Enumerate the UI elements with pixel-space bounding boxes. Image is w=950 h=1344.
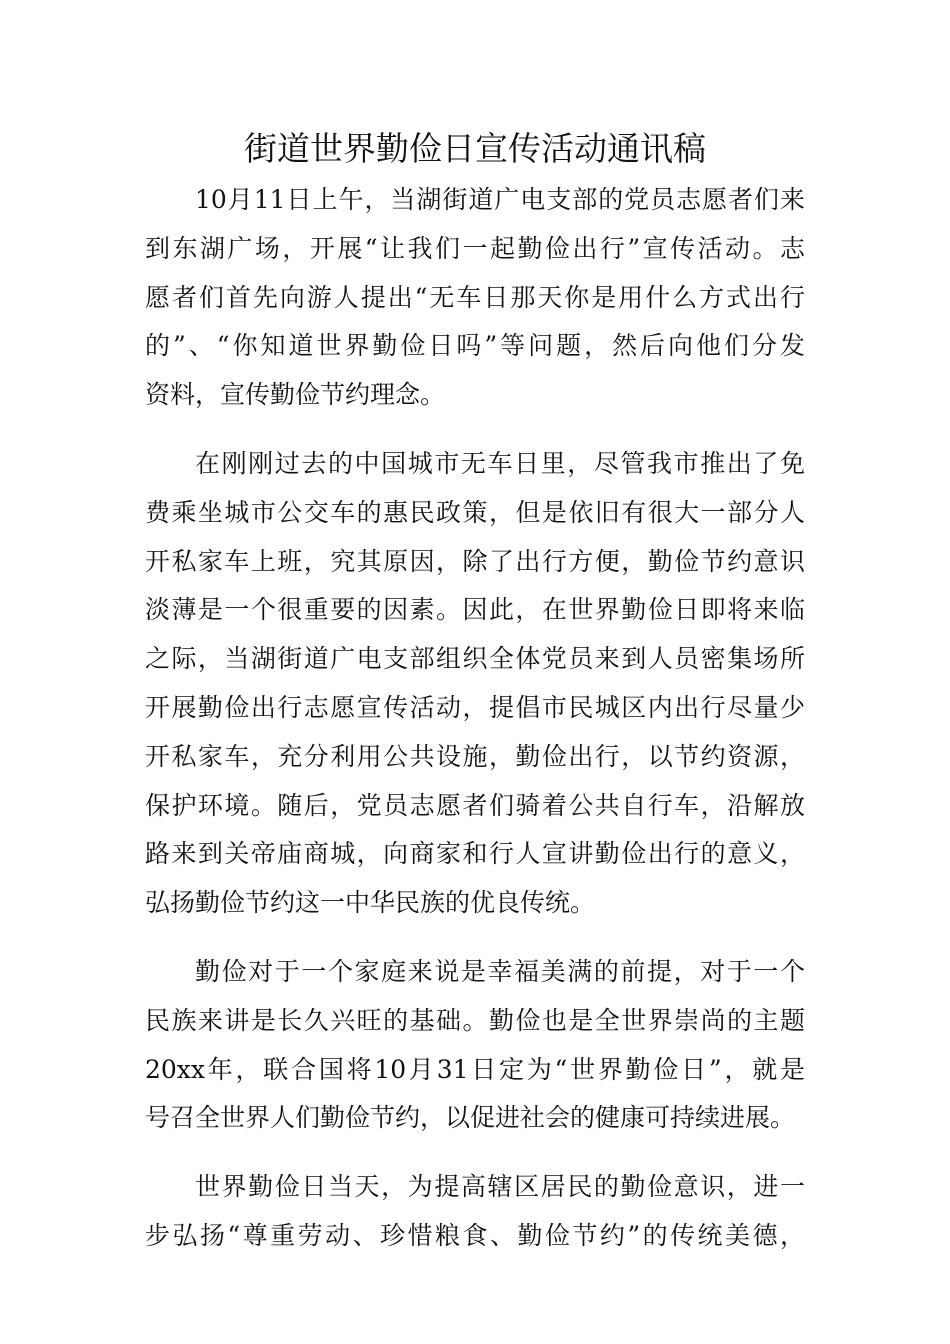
- paragraph-line: 路来到关帝庙商城，向商家和行人宣讲勤俭出行的意义，: [145, 839, 805, 869]
- paragraph-line: 之际，当湖街道广电支部组织全体党员来到人员密集场所: [145, 644, 805, 674]
- paragraph-line: 到东湖广场，开展“让我们一起勤俭出行”宣传活动。志: [145, 233, 805, 263]
- paragraph-line: 弘扬勤俭节约这一中华民族的优良传统。: [145, 888, 596, 918]
- paragraph-1: [145, 176, 805, 420]
- paragraph-line: 开私家车上班，究其原因，除了出行方便，勤俭节约意识: [145, 546, 805, 576]
- document-body: [145, 176, 805, 1261]
- paragraph-line: 淡薄是一个很重要的因素。因此，在世界勤俭日即将来临: [145, 595, 805, 625]
- paragraph-line: 保护环境。随后，党员志愿者们骑着公共自行车，沿解放: [145, 790, 805, 820]
- paragraph-2: [145, 440, 805, 928]
- paragraph-line: 世界勤俭日当天，为提高辖区居民的勤俭意识，进一: [195, 1172, 805, 1202]
- paragraph-line: 开私家车，充分利用公共设施，勤俭出行，以节约资源，: [145, 741, 805, 771]
- paragraph-line: 愿者们首先向游人提出“无车日那天你是用什么方式出行: [145, 282, 805, 312]
- paragraph-line: 10月11日上午，当湖街道广电支部的党员志愿者们来: [195, 185, 805, 214]
- paragraph-line: 开展勤俭出行志愿宣传活动，提倡市民城区内出行尽量少: [145, 692, 805, 722]
- document-title: 街道世界勤俭日宣传活动通讯稿: [244, 129, 706, 168]
- paragraph-line: 在刚刚过去的中国城市无车日里，尽管我市推出了免: [195, 448, 805, 478]
- paragraph-3: [145, 948, 805, 1143]
- paragraph-line: 勤俭对于一个家庭来说是幸福美满的前提，对于一个: [195, 956, 805, 986]
- paragraph-line: 民族来讲是长久兴旺的基础。勤俭也是全世界崇尚的主题: [145, 1005, 805, 1035]
- paragraph-line: 号召全世界人们勤俭节约，以促进社会的健康可持续进展。: [145, 1103, 796, 1133]
- paragraph-line: 20xx年，联合国将10月31日定为“世界勤俭日”，就是: [145, 1054, 805, 1084]
- paragraph-4: [145, 1163, 805, 1261]
- paragraph-line: 的”、“你知道世界勤俭日吗”等问题，然后向他们分发: [145, 331, 805, 361]
- paragraph-line: 步弘扬“尊重劳动、珍惜粮食、勤俭节约”的传统美德，: [145, 1220, 805, 1250]
- paragraph-line: 资料，宣传勤俭节约理念。: [145, 380, 446, 410]
- paragraph-line: 费乘坐城市公交车的惠民政策，但是依旧有很大一部分人: [145, 497, 805, 527]
